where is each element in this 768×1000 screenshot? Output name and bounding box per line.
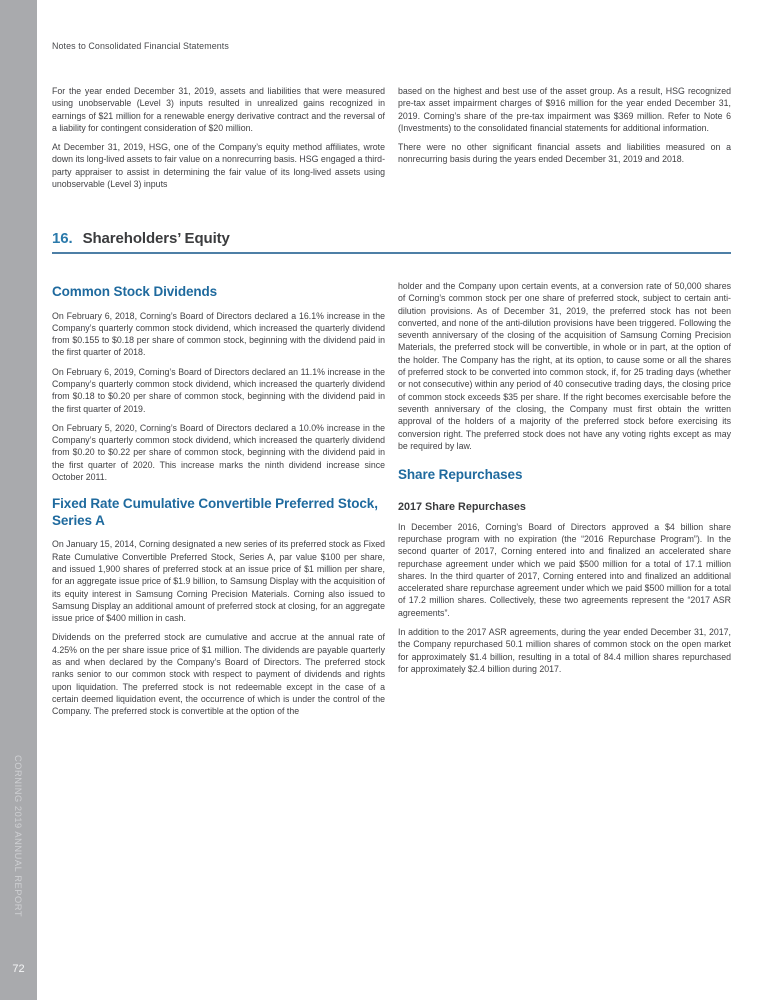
- spine-report-title: CORNING 2019 ANNUAL REPORT: [13, 755, 23, 918]
- section-heading: [52, 230, 731, 254]
- section-number: 16.: [52, 230, 73, 247]
- intro-right-column: [398, 85, 731, 166]
- main-left-column: [52, 284, 385, 718]
- report-spine: [0, 0, 37, 1000]
- paragraph: On February 5, 2020, Corning’s Board of Directors declared a 10.0% increase in the Company’s quarterly common stock dividend, which increased the quarterly dividend from $0.20 to $0.22 per share of common stock, beginning with the dividend paid in the first quarter of 2020. This increase marks the ninth dividend increase since October 2011.: [52, 422, 385, 483]
- paragraph: For the year ended December 31, 2019, assets and liabilities that were measured using unobservable (Level 3) inputs resulted in unrealized gains recognized in earnings of $21 million for a renewable energy derivative contract and the reversal of a liability for contingent consideration of $20 million.: [52, 86, 385, 133]
- paragraph: On February 6, 2019, Corning’s Board of Directors declared an 11.1% increase in the Company’s quarterly common stock dividend, which increased the quarterly dividend from $0.18 to $0.20 per share of common stock, beginning with the dividend paid in the first quarter of 2019.: [52, 366, 385, 414]
- paragraph: At December 31, 2019, HSG, one of the Company’s equity method affiliates, wrote down its long-lived assets to fair value on a nonrecurring basis. HSG engaged a third-party appraiser to assist in determining the fair value of its long-lived assets using unobservable (Level 3) inputs: [52, 142, 385, 190]
- paragraph: There were no other significant financial assets and liabilities measured on a nonrecurring basis during the years ended December 31, 2019 and 2018.: [398, 142, 731, 165]
- preferred-stock-heading: Fixed Rate Cumulative Convertible Preferred Stock, Series A: [52, 496, 378, 528]
- paragraph: Dividends on the preferred stock are cumulative and accrue at the annual rate of 4.25% on the per share issue price of $1 million. The dividends are payable quarterly as and when declared by the Company’s Board of Directors. The preferred stock ranks senior to our common stock with respect to payment of dividends and rights upon liquidation. The preferred stock is not redeemable except in the case of a certain deemed liquidation event, the occurrence of which is under the control of the Company. The preferred stock is convertible at the option of the: [52, 632, 385, 717]
- intro-left-column: [52, 85, 385, 190]
- section-title: Shareholders’ Equity: [82, 230, 230, 247]
- paragraph: On January 15, 2014, Corning designated a new series of its preferred stock as Fixed Rate Cumulative Convertible Preferred Stock, Series A, par value $100 per share, and issued 1,900 shares of preferred stock at an issue price of $1 million per share, for an aggregate issue price of $1.9 billion, to Samsung Display with the acquisition of its equity interest in Samsung Corning Precision Materials. Corning also issued to Samsung Display an additional amount of preferred stock at closing, for an aggregate issue price of $400 million in cash.: [52, 539, 386, 624]
- main-right-column: [398, 280, 731, 675]
- page-number: 72: [12, 963, 25, 975]
- paragraph: In addition to the 2017 ASR agreements, during the year ended December 31, 2017, the Company repurchased 50.1 million shares of common stock on the open market for approximately $1.4 billion, resulting in a total of 84.4 million shares repurchased for approximately $2.4 billion during 2017.: [398, 627, 731, 674]
- paragraph: On February 6, 2018, Corning’s Board of Directors declared a 16.1% increase in the Company’s quarterly common stock dividend, which increased the quarterly dividend from $0.155 to $0.18 per share of common stock, beginning with the dividend paid in the first quarter of 2018.: [52, 310, 385, 358]
- paragraph: holder and the Company upon certain events, at a conversion rate of 50,000 shares of Corning’s common stock per one share of preferred stock, subject to certain anti-dilution provisions. As of December 31, 2019, the preferred stock has not been converted, and none of the anti-dilution provisions have been triggered. Following the seventh anniversary of the closing of the acquisition of Samsung Corning Precision Materials, the preferred stock will be convertible, in whole or in part, at the option of the holder. The Company has the right, at its option, to cause some or all the shares of preferred stock to be converted into common stock, if, for 25 trading days (whether or not consecutive) within any period of 40 consecutive trading days, the closing price of common stock exceeds $35 per share. If the right becomes exercisable before the seventh anniversary of the closing, the Company must first obtain the written approval of the holders of a majority of the preferred stock before exercising its conversion right. The preferred stock does not have any voting rights except as may be required by law.: [398, 281, 731, 451]
- paragraph: based on the highest and best use of the asset group. As a result, HSG recognized pre-tax asset impairment charges of $916 million for the year ended December 31, 2019. Corning’s share of the pre-tax impairment was $369 million. Refer to Note 6 (Investments) to the consolidated financial statements for additional information.: [398, 86, 731, 133]
- common-stock-dividends-heading: Common Stock Dividends: [52, 284, 218, 299]
- share-repurchases-heading: Share Repurchases: [398, 467, 523, 483]
- repurchases-2017-heading: 2017 Share Repurchases: [398, 500, 526, 513]
- paragraph: In December 2016, Corning’s Board of Directors approved a $4 billion share repurchase program with no expiration (the “2016 Repurchase Program”). In the second quarter of 2017, Corning entered into and finalized an accelerated share repurchase agreement under which we paid $500 million for a total of 17.1 million shares. In the third quarter of 2017, Corning entered into and finalized an additional accelerated share repurchase agreement under which we paid $500 million for a total of 17.2 million shares. Collectively, these two agreements represent the “2017 ASR agreements”.: [398, 521, 731, 618]
- running-header: Notes to Consolidated Financial Statements: [52, 41, 229, 51]
